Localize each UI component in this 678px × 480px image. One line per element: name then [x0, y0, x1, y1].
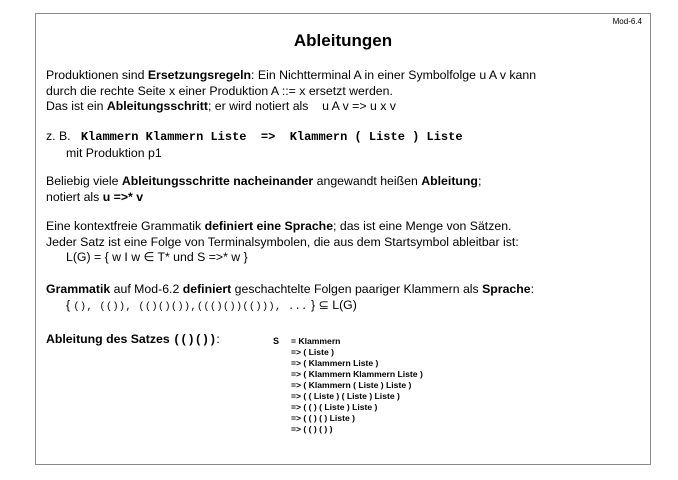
paragraph-productions: Produktionen sind Ersetzungsregeln: Ein Nichtterminal A in einer Symbolfolge u A v kann durch die rechte Seite x einer Produktion A ::= x ersetzt werden. Das ist ein Ableitungsschritt; er wird notiert als u A v => u x v [46, 68, 537, 113]
example-derivation-code: Klammern Klammern Liste => Klammern ( Liste ) Liste [80, 130, 463, 144]
paragraph-language: Eine kontextfreie Grammatik definiert eine Sprache; das ist eine Menge von Sätzen. Jeder Satz ist eine Folge von Terminalsymbolen, die aus dem Startsymbol ableitbar ist: L(G) = { w I w ∈ T* und S =>* w } [46, 219, 519, 264]
derivation-step: => ( ( ) ( ) ) [291, 424, 333, 434]
derivation-steps [291, 336, 423, 435]
start-symbol: S [273, 336, 280, 346]
sentence-set: (), (()), (()()()),((()())(())), ... [73, 301, 308, 313]
derivation-step: => ( ( Liste ) ( Liste ) Liste ) [291, 391, 400, 401]
derivation-step: => ( Klammern Klammern Liste ) [291, 369, 423, 379]
paragraph-example: z. B. Klammern Klammern Liste => Klammern ( Liste ) Liste mit Produktion p1 [46, 129, 463, 160]
derivation-heading: Ableitung des Satzes (()()): [46, 332, 220, 347]
slide [35, 13, 651, 465]
paragraph-grammar: Grammatik auf Mod-6.2 definiert geschachtelte Folgen paariger Klammern als Sprache: { (), (()), (()()()),((()())(())), ... } ⊆ L(G) [46, 282, 535, 313]
page-title: Ableitungen [293, 31, 393, 50]
derivation-step: = Klammern [291, 336, 341, 346]
language-definition: L(G) = { w I w ∈ T* und S =>* w } [66, 250, 248, 264]
derivation-step: => ( Klammern ( Liste ) Liste ) [291, 380, 412, 390]
derivation-step: => ( Liste ) [291, 347, 334, 357]
slide-reference: Mod-6.4 [612, 17, 642, 26]
derivation-step: => ( ( ) ( ) Liste ) [291, 413, 355, 423]
derivation-step: => ( ( ) ( Liste ) Liste ) [291, 402, 378, 412]
paragraph-derivation: Beliebig viele Ableitungsschritte nacheinander angewandt heißen Ableitung; notiert als u =>* v [46, 174, 482, 204]
derivation-step: => ( Klammern Liste ) [291, 358, 379, 368]
